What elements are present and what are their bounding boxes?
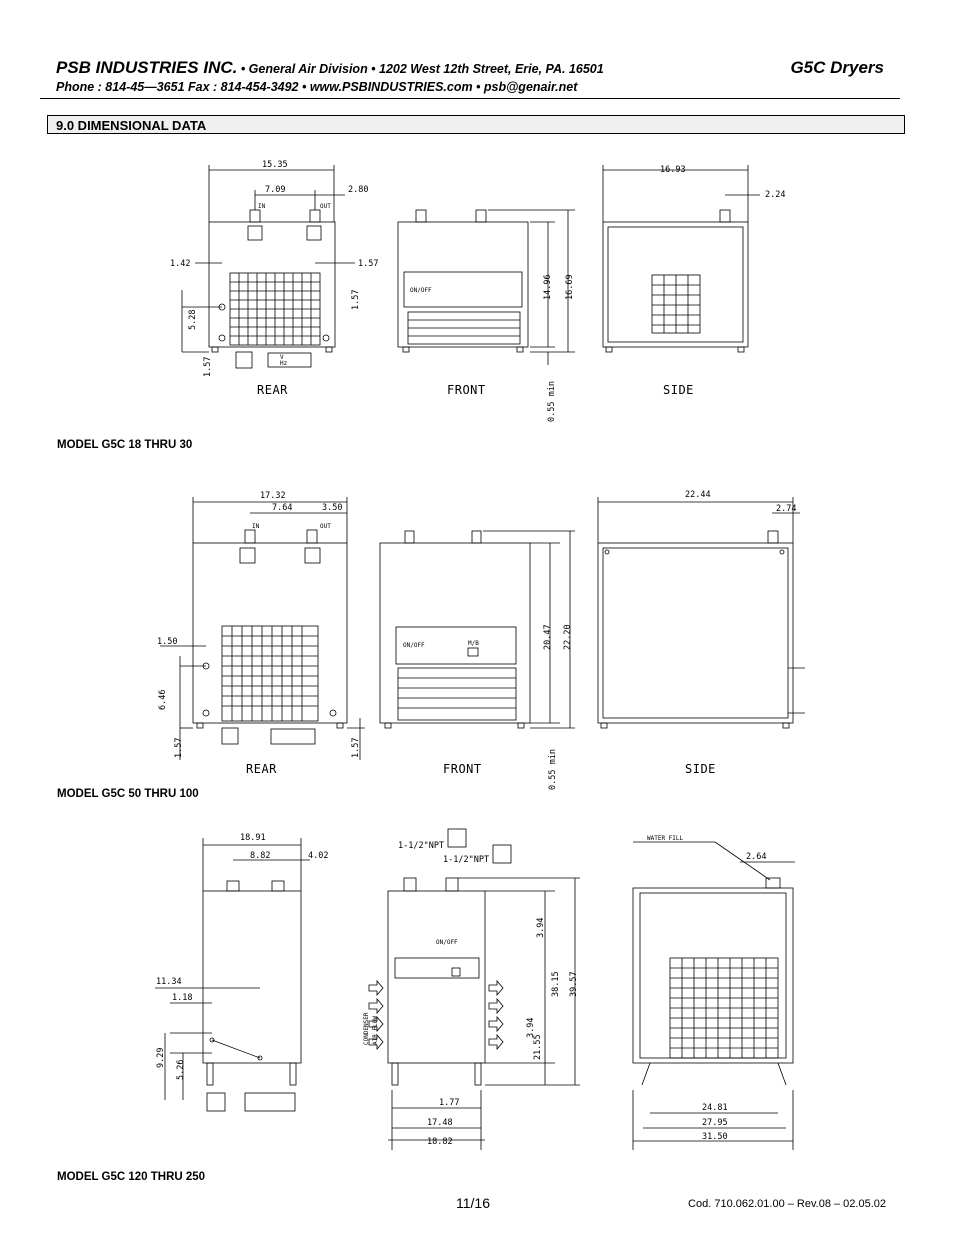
- fig1-view-rear: REAR: [257, 383, 288, 397]
- fig1-left-offset: 1.42: [170, 259, 191, 269]
- fig3-width: 18.91: [240, 833, 266, 843]
- front-control-panel-3: [395, 958, 479, 978]
- page-number: 11/16: [456, 1195, 490, 1211]
- fig3-onoff: ON/OFF: [436, 939, 458, 946]
- document-code: Cod. 710.062.01.00 – Rev.08 – 02.05.02: [688, 1198, 886, 1210]
- fig2-left-offset: 1.50: [157, 637, 178, 647]
- fig1-width: 15.35: [262, 160, 288, 170]
- fig2-onoff: ON/OFF: [403, 642, 425, 649]
- fig1-depth: 16.93: [660, 165, 686, 175]
- fig1-hz: Hz: [280, 360, 288, 367]
- fig3-total-height: 39.57: [569, 971, 579, 997]
- fig2-clearance: 0.55 min: [548, 749, 558, 790]
- contact-line: Phone : 814-45—3651 Fax : 814-454-3492 • www.PSBINDUSTRIES.com • psb@genair.net: [56, 80, 578, 94]
- section-title: 9.0 DIMENSIONAL DATA: [47, 115, 905, 134]
- fig2-depth: 22.44: [685, 490, 711, 500]
- fig3-airflow: AIR FLOW: [372, 1016, 379, 1045]
- fig1-hole-height-2: 1.57: [351, 289, 361, 310]
- fig1-total-height: 16.69: [565, 274, 575, 300]
- fig2-bottom-left: 1.57: [174, 737, 184, 758]
- fig2-view-side: SIDE: [685, 762, 716, 776]
- fig1-hole-height: 5.28: [188, 309, 198, 330]
- fig3-outlet-offset: 4.02: [308, 851, 329, 861]
- fig1-fill-offset: 2.24: [765, 190, 786, 200]
- fig3-inlet: 8.82: [250, 851, 271, 861]
- fig1-view-side: SIDE: [663, 383, 694, 397]
- fig2-bottom-right: 1.57: [351, 737, 361, 758]
- fig2-inlet: 7.64: [272, 503, 293, 513]
- company-name: PSB INDUSTRIES INC. • General Air Division • 1202 West 12th Street, Erie, PA. 16501: [56, 58, 604, 77]
- fig2-in: IN: [252, 523, 260, 530]
- fig3-side-total: 31.50: [702, 1132, 728, 1142]
- fig2-view-rear: REAR: [246, 762, 277, 776]
- fig1-in: IN: [258, 203, 266, 210]
- fig1-view-front: FRONT: [447, 383, 486, 397]
- fig3-base-width: 17.48: [427, 1118, 453, 1128]
- model-caption-1: MODEL G5C 18 THRU 30: [57, 439, 193, 451]
- fig1-clearance: 0.55 min: [547, 381, 557, 422]
- figure-3-front-view: [369, 829, 580, 1150]
- figure-2-rear-view: [160, 497, 365, 760]
- fig3-side-width: 27.95: [702, 1118, 728, 1128]
- fig2-total-height: 22.20: [563, 624, 573, 650]
- fig3-total-width: 18.82: [427, 1137, 453, 1147]
- rear-vent-grille-2: [222, 626, 318, 721]
- fig3-cabinet-height: 38.15: [551, 971, 561, 997]
- fig3-hole-height: 9.29: [156, 1047, 166, 1068]
- fig2-width: 17.32: [260, 491, 286, 501]
- fig2-outlet-offset: 3.50: [322, 503, 343, 513]
- product-title: G5C Dryers: [790, 58, 884, 77]
- fig3-fill-offset: 2.64: [746, 852, 767, 862]
- fig2-cabinet-height: 20.47: [543, 624, 553, 650]
- fig1-out: OUT: [320, 203, 331, 210]
- fig3-hole-height-2: 5.26: [176, 1059, 186, 1080]
- fig3-water-fill: WATER FILL: [647, 835, 684, 842]
- figure-1-rear-view: [182, 165, 355, 368]
- company-address: • General Air Division • 1202 West 12th Street, Erie, PA. 16501: [237, 62, 604, 76]
- fig3-foot: 1.77: [439, 1098, 460, 1108]
- fig3-mid-height: 3.94: [526, 1017, 536, 1038]
- fig3-hole-x: 11.34: [156, 977, 182, 987]
- fig3-side-base: 24.81: [702, 1103, 728, 1113]
- fig1-cabinet-height: 14.96: [543, 274, 553, 300]
- fig1-inlet: 7.09: [265, 185, 286, 195]
- fig3-hole-x2: 1.18: [172, 993, 193, 1003]
- fig2-hole-height: 6.46: [158, 689, 168, 710]
- fig1-onoff: ON/OFF: [410, 287, 432, 294]
- fig3-npt-in: 1-1/2"NPT: [398, 841, 445, 851]
- fig2-out: OUT: [320, 523, 331, 530]
- fig2-ms: M/B: [468, 640, 479, 647]
- fig3-npt-out: 1-1/2"NPT: [443, 855, 490, 865]
- fig3-condenser: CONDENSER: [363, 1012, 370, 1045]
- condenser-airflow-arrows: [369, 981, 503, 1049]
- front-vent-grille-2: [398, 668, 516, 720]
- fig3-low-height: 21.55: [533, 1034, 543, 1060]
- fig2-fill-offset: 2.74: [776, 504, 797, 514]
- model-caption-3: MODEL G5C 120 THRU 250: [57, 1171, 206, 1183]
- fig1-outlet-offset: 2.80: [348, 185, 369, 195]
- figure-1-side-view: [603, 165, 760, 352]
- fig1-bottom: 1.57: [203, 356, 213, 377]
- model-caption-2: MODEL G5C 50 THRU 100: [57, 788, 199, 800]
- fig1-right-offset: 1.57: [358, 259, 379, 269]
- fig3-top-height: 3.94: [536, 917, 546, 938]
- figure-2-side-view: [598, 497, 805, 728]
- fig2-view-front: FRONT: [443, 762, 482, 776]
- fig1-v: V: [280, 354, 284, 361]
